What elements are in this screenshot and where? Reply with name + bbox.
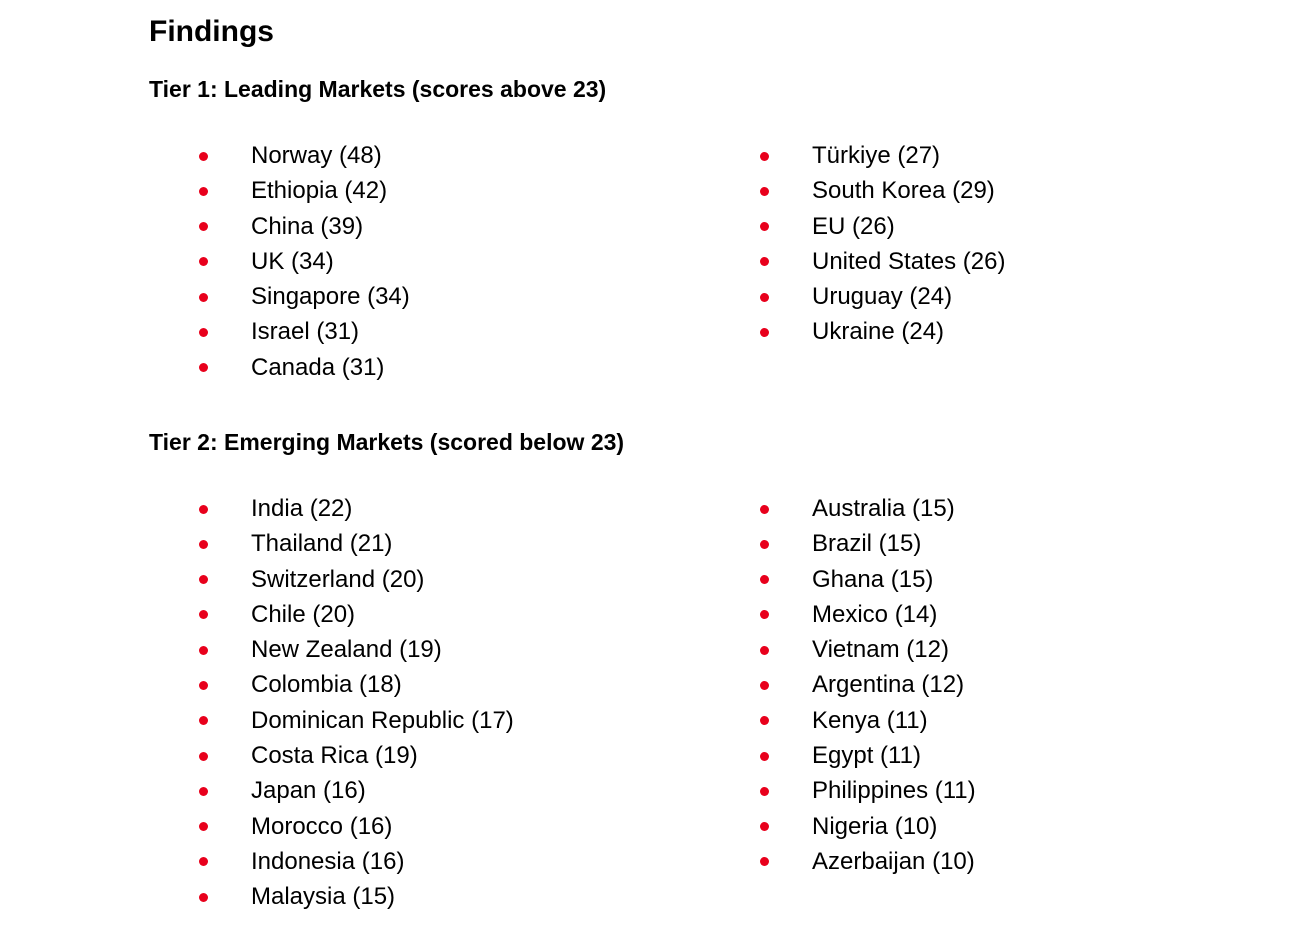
bullet-icon	[760, 222, 769, 231]
market-name-score: Philippines (11)	[812, 777, 976, 805]
bullet-icon	[199, 857, 208, 866]
market-name-score: Morocco (16)	[251, 812, 393, 840]
market-name-score: Thailand (21)	[251, 530, 393, 558]
market-name-score: Mexico (14)	[812, 600, 938, 628]
page-title: Findings	[149, 15, 274, 48]
market-name-score: Brazil (15)	[812, 530, 922, 558]
bullet-icon	[199, 152, 208, 161]
bullet-icon	[199, 187, 208, 196]
market-name-score: EU (26)	[812, 212, 895, 240]
bullet-icon	[760, 293, 769, 302]
bullet-icon	[199, 328, 208, 337]
market-name-score: Japan (16)	[251, 777, 366, 805]
market-name-score: UK (34)	[251, 247, 334, 275]
market-name-score: New Zealand (19)	[251, 636, 442, 664]
bullet-icon	[760, 822, 769, 831]
bullet-icon	[199, 363, 208, 372]
tier2-heading: Tier 2: Emerging Markets (scored below 23)	[149, 429, 625, 455]
bullet-icon	[199, 540, 208, 549]
market-name-score: Vietnam (12)	[812, 636, 949, 664]
market-name-score: Egypt (11)	[812, 742, 921, 770]
bullet-icon	[760, 505, 769, 514]
market-name-score: Kenya (11)	[812, 706, 928, 734]
market-name-score: Ghana (15)	[812, 565, 934, 593]
market-name-score: India (22)	[251, 495, 353, 522]
bullet-icon	[199, 646, 208, 655]
bullet-icon	[760, 187, 769, 196]
market-name-score: China (39)	[251, 212, 364, 240]
bullet-icon	[760, 152, 769, 161]
bullet-icon	[199, 752, 208, 761]
bullet-icon	[199, 505, 208, 514]
bullet-icon	[199, 293, 208, 302]
bullet-icon	[199, 257, 208, 266]
market-name-score: Canada (31)	[251, 353, 385, 381]
bullet-icon	[199, 787, 208, 796]
bullet-icon	[199, 610, 208, 619]
market-name-score: Uruguay (24)	[812, 283, 953, 311]
market-name-score: Malaysia (15)	[251, 883, 396, 911]
bullet-icon	[199, 575, 208, 584]
market-name-score: Indonesia (16)	[251, 847, 405, 875]
market-name-score: Switzerland (20)	[251, 565, 425, 593]
market-name-score: United States (26)	[812, 247, 1006, 275]
bullet-icon	[760, 646, 769, 655]
market-name-score: Ukraine (24)	[812, 318, 945, 346]
bullet-icon	[199, 716, 208, 725]
bullet-icon	[760, 857, 769, 866]
bullet-icon	[760, 752, 769, 761]
market-name-score: Australia (15)	[812, 495, 955, 522]
bullet-icon	[760, 575, 769, 584]
market-name-score: Argentina (12)	[812, 671, 965, 699]
market-name-score: Azerbaijan (10)	[812, 847, 975, 875]
market-name-score: Colombia (18)	[251, 671, 402, 699]
bullet-icon	[199, 681, 208, 690]
bullet-icon	[760, 681, 769, 690]
tier1-heading: Tier 1: Leading Markets (scores above 23)	[149, 76, 607, 102]
bullet-icon	[760, 787, 769, 796]
bullet-icon	[199, 822, 208, 831]
market-name-score: Chile (20)	[251, 600, 356, 628]
bullet-icon	[760, 716, 769, 725]
market-name-score: Norway (48)	[251, 142, 382, 169]
bullet-icon	[760, 257, 769, 266]
bullet-icon	[760, 610, 769, 619]
market-name-score: Costa Rica (19)	[251, 742, 418, 770]
bullet-icon	[199, 222, 208, 231]
market-name-score: Türkiye (27)	[812, 142, 941, 169]
market-name-score: Dominican Republic (17)	[251, 706, 514, 734]
market-name-score: Singapore (34)	[251, 283, 410, 311]
bullet-icon	[760, 540, 769, 549]
market-name-score: South Korea (29)	[812, 177, 995, 205]
market-name-score: Nigeria (10)	[812, 812, 938, 840]
bullet-icon	[199, 893, 208, 902]
bullet-icon	[760, 328, 769, 337]
market-name-score: Ethiopia (42)	[251, 177, 388, 205]
market-name-score: Israel (31)	[251, 318, 360, 346]
